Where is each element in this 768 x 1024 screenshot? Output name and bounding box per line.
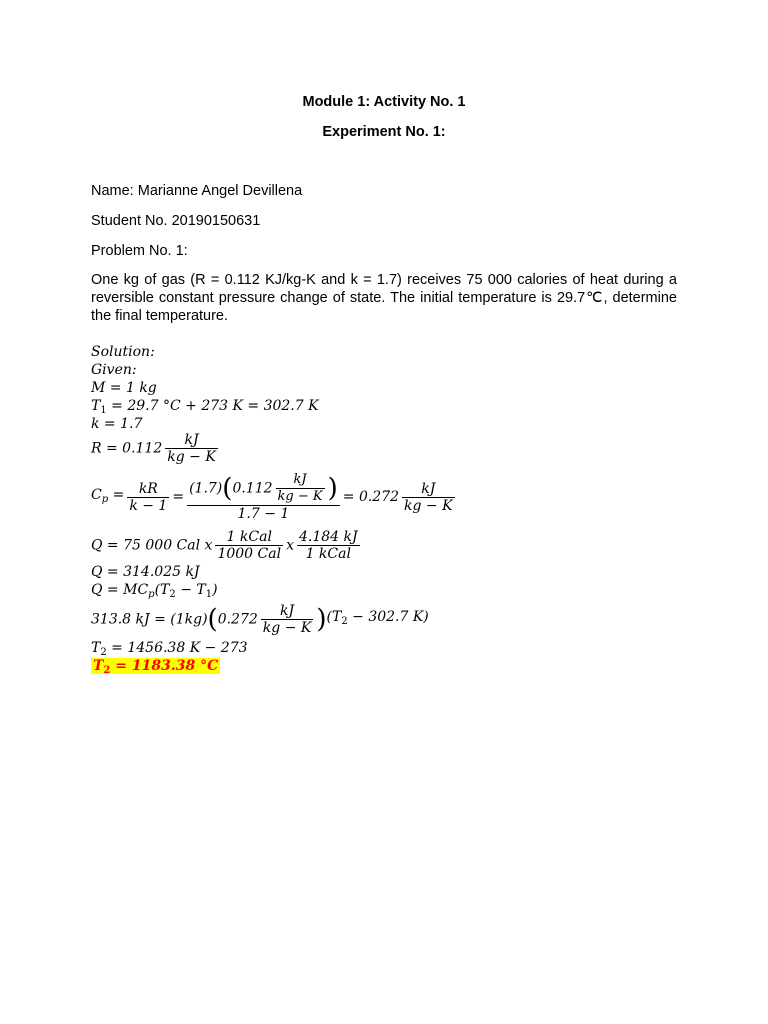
r-unit-fraction [165, 432, 218, 465]
t1-symbol: $T_1$ [91, 398, 107, 416]
q-lhs: Q = 75 000 Cal x [91, 537, 213, 554]
cp-symbol: $C_p$ = [91, 486, 125, 505]
energy-val: 0.272 [217, 611, 258, 628]
energy-rhs: (T [326, 609, 342, 625]
right-paren: ) [327, 473, 338, 504]
problem-label: Problem No. 1: [91, 243, 188, 259]
heat-result: Q = 314.025 kJ [91, 564, 200, 580]
final-answer: $T_2 = 1183.38$ °C [93, 658, 219, 676]
energy-unit-num: kJ [261, 603, 314, 620]
right-paren: ) [316, 604, 327, 635]
cp-inner-unit-fraction [276, 472, 325, 505]
left-paren: ( [222, 473, 233, 504]
k-equation: k = 1.7 [91, 416, 143, 432]
final-answer-value: = 1183.38 °C [115, 658, 219, 674]
t2-symbol: $T_2$ [91, 640, 107, 658]
energy-lhs: 313.8 kJ = (1kg) [91, 611, 208, 628]
student-name: Name: Marianne Angel Devillena [91, 183, 303, 199]
cp-inner-unit-num: kJ [276, 472, 325, 489]
q-frac2-num: 4.184 kJ [298, 529, 358, 545]
cp-inner-unit-den: kg − K [277, 489, 323, 504]
energy-unit-fraction [261, 603, 314, 636]
given-label: Given: [91, 362, 137, 378]
t2-rhs: = 1456.38 K − 273 [111, 640, 248, 656]
cp-formula-den: k − 1 [129, 497, 168, 514]
energy-unit-den: kg − K [262, 620, 312, 636]
cp-formula-fraction [127, 481, 169, 514]
q-formula-lhs: Q = MC [91, 582, 149, 598]
experiment-title: Experiment No. 1: [322, 124, 446, 140]
cp-formula-num: kR [127, 481, 169, 498]
solution-label: Solution: [91, 344, 155, 360]
cp-result: = 0.272 [342, 489, 400, 505]
left-paren: ( [207, 604, 218, 635]
final-answer-line [91, 657, 220, 680]
q-formula-rhs: (T [154, 582, 170, 598]
cp-result-unit-num: kJ [402, 481, 455, 498]
r-lhs: R = 0.112 [91, 440, 163, 457]
cp-coef: (1.7) [189, 480, 223, 497]
r-unit-num: kJ [165, 432, 218, 449]
t1-rhs: = 29.7 °C + 273 K = 302.7 K [111, 398, 319, 414]
cp-inner-val: 0.112 [232, 480, 273, 497]
energy-balance-equation: 313.8 kJ = (1kg)(0.272 $\frac{kJ}{kg - K}$ )($T_2 - 302.7$ K) [91, 603, 429, 636]
q-frac1-num: 1 kCal [215, 529, 283, 546]
cp-substitution-num [187, 472, 340, 506]
q-multiply: x [286, 537, 294, 554]
cp-substitution-fraction [187, 472, 340, 522]
q-frac2-den: 1 kCal [305, 546, 351, 562]
r-equation [91, 432, 221, 465]
heat-formula: $Q = MC_p(T_2 - T_1)$ [91, 582, 218, 600]
heat-conversion-equation [91, 529, 363, 562]
student-number: Student No. 20190150631 [91, 213, 261, 229]
q-fraction-2 [297, 529, 360, 562]
problem-statement: One kg of gas (R = 0.112 KJ/kg-K and k = 1.7) receives 75 000 calories of heat during a reversible constant pressure change of state. The initial temperature is 29.7℃, determine the final temperature. [91, 272, 677, 324]
cp-equation: $C_p$ = $\frac{kR}{k - 1}$ = (1.7)(0.112 $\frac{kJ}{kg - K}$ ) 1.7 − 1 = 0.272 $\frac{kJ}{kg - K}$ [91, 472, 453, 522]
q-fraction-1 [215, 529, 283, 562]
cp-substitution-den: 1.7 − 1 [237, 506, 290, 522]
cp-result-unit-fraction [402, 481, 455, 514]
cp-result-unit-den: kg − K [404, 497, 453, 514]
module-title: Module 1: Activity No. 1 [302, 94, 466, 110]
q-frac1-den: 1000 Cal [217, 546, 282, 562]
r-unit-den: kg − K [167, 449, 216, 465]
mass-equation: M = 1 kg [91, 380, 157, 396]
